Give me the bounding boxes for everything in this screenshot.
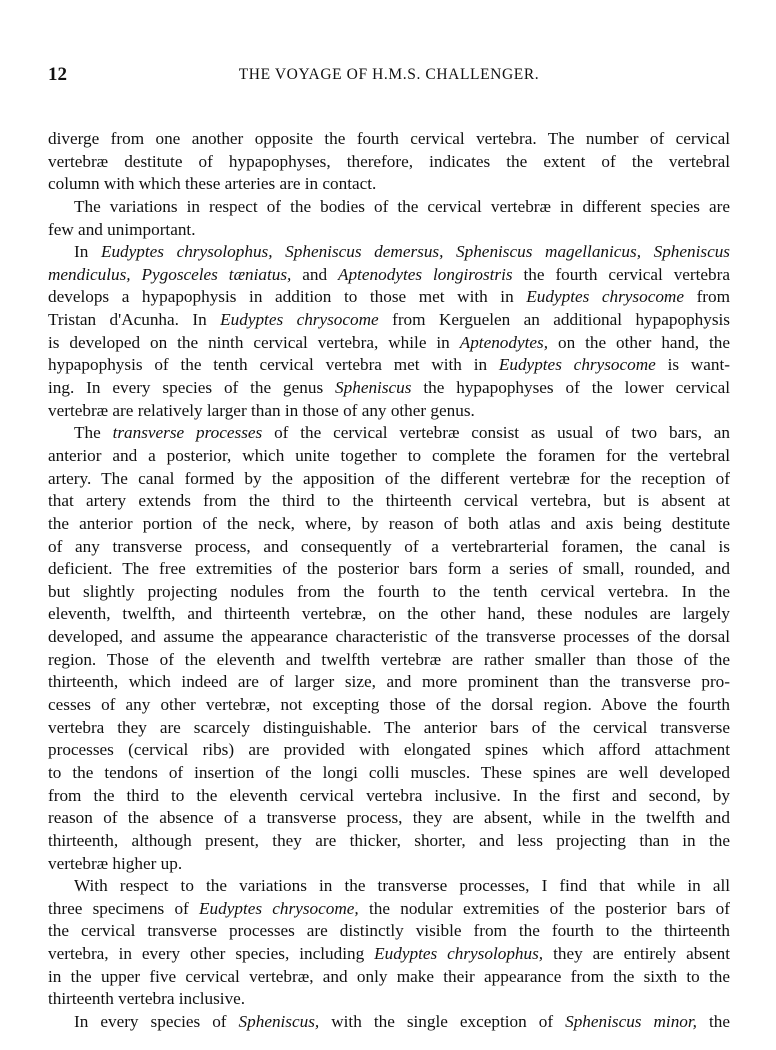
body-text: [48, 128, 730, 1034]
text-span: anterior and a posterior, which unite together to complete the foramen for the vertebral: [48, 445, 730, 465]
text-line: [48, 875, 730, 898]
text-span: in the upper five cervical vertebræ, and only make their appearance from the sixth to the: [48, 966, 730, 986]
text-span: Tristan d'Acunha. In: [48, 310, 221, 330]
text-span: hypapophysis of the tenth cervical vertebra met with in: [48, 355, 499, 375]
text-line: [48, 717, 730, 740]
text-span: deficient. The free extremities of the posterior bars form a series of small, rounded, and: [48, 559, 730, 579]
text-span: vertebræ destitute of hypapophyses, therefore, indicates the extent of the vertebral: [48, 151, 730, 171]
text-span: from Kerguelen an additional hypapophysis: [378, 310, 730, 330]
text-span: vertebra they are scarcely distinguishable. The anterior bars of the cervical transverse: [48, 717, 730, 737]
text-line: [48, 830, 730, 853]
text-line: [48, 309, 730, 332]
text-line: [48, 671, 730, 694]
text-line: [48, 151, 730, 174]
text-line: [48, 988, 730, 1011]
text-span: from: [683, 287, 730, 307]
text-line: [48, 626, 730, 649]
text-span: region. Those of the eleventh and twelfth vertebræ are rather smaller than those of the: [48, 649, 730, 669]
italic-text: Aptenodytes longirostris: [338, 264, 513, 284]
text-line: [48, 377, 730, 400]
text-span: processes (cervical ribs) are provided with elongated spines which afford attachment: [48, 740, 730, 760]
text-line: [48, 173, 730, 196]
text-span: develops a hypapophysis in addition to those met with in: [48, 287, 527, 307]
text-span: three specimens of: [48, 898, 200, 918]
running-title: THE VOYAGE OF H.M.S. CHALLENGER.: [238, 66, 540, 83]
italic-text: Eudyptes chrysocome,: [199, 898, 359, 918]
text-span: from the third to the eleventh cervical vertebra inclusive. In the first and second, by: [48, 785, 730, 805]
text-line: [48, 422, 730, 445]
text-span: of any transverse process, and consequently of a vertebrarterial foramen, the canal is: [48, 536, 730, 556]
text-span: the cervical transverse processes are distinctly visible from the fourth to the thirteenth: [48, 921, 730, 941]
text-line: [48, 286, 730, 309]
text-span: ing. In every species of the genus: [48, 378, 336, 398]
italic-text: Eudyptes chrysocome: [220, 310, 379, 330]
text-span: with the single exception of: [319, 1011, 566, 1031]
text-span: diverge from one another opposite the fourth cervical vertebra. The number of cervical: [48, 129, 730, 148]
text-line: [48, 128, 730, 151]
text-span: they are entirely absent: [543, 944, 730, 964]
text-line: [48, 400, 730, 423]
text-span: that artery extends from the third to the thirteenth cervical vertebra, but is absent at: [48, 491, 730, 511]
text-span: The: [74, 423, 113, 443]
italic-text: Eudyptes chrysocome: [526, 287, 684, 307]
text-line: [48, 694, 730, 717]
text-span: vertebræ are relatively larger than in those of any other genus.: [48, 400, 475, 420]
text-span: is developed on the ninth cervical vertebra, while in: [48, 332, 460, 352]
text-line: [48, 332, 730, 355]
text-span: vertebra, in every other species, including: [48, 944, 375, 964]
text-line: [48, 219, 730, 242]
text-line: [48, 853, 730, 876]
text-line: [48, 785, 730, 808]
text-line: [48, 898, 730, 921]
text-span: In: [74, 242, 101, 262]
text-span: column with which these arteries are in contact.: [48, 174, 377, 194]
running-header: [48, 64, 730, 88]
text-span: vertebræ higher up.: [48, 853, 183, 873]
italic-text: Spheniscus minor,: [565, 1011, 697, 1031]
text-span: thirteenth vertebra inclusive.: [48, 989, 246, 1009]
text-span: In every species of: [74, 1011, 239, 1031]
text-line: [48, 807, 730, 830]
text-span: of the cervical vertebræ consist as usual of two bars, an: [262, 423, 730, 443]
text-span: reason of the absence of a transverse process, they are absent, while in the twelfth and: [48, 808, 730, 828]
text-line: [48, 445, 730, 468]
text-line: [48, 581, 730, 604]
text-line: [48, 490, 730, 513]
text-span: cesses of any other vertebræ, not excepting those of the dorsal region. Above the fourth: [48, 695, 730, 715]
text-span: the anterior portion of the neck, where, by reason of both atlas and axis being destitute: [48, 513, 730, 533]
text-line: [48, 1011, 730, 1034]
text-span: the hypapophyses of the lower cervical: [411, 378, 731, 398]
text-line: [48, 649, 730, 672]
text-line: [48, 536, 730, 559]
text-line: [48, 264, 730, 287]
text-span: and: [291, 264, 339, 284]
text-line: [48, 943, 730, 966]
italic-text: Eudyptes chrysocome: [498, 355, 656, 375]
italic-text: transverse processes: [112, 423, 263, 443]
text-span: the: [696, 1011, 730, 1031]
italic-text: Eudyptes chrysolophus,: [374, 944, 544, 964]
italic-text: Spheniscus: [335, 378, 412, 398]
text-span: With respect to the variations in the transverse processes, I find that while in all: [74, 876, 730, 896]
text-span: developed, and assume the appearance characteristic of the transverse processes of the dorsal: [48, 627, 730, 647]
text-line: [48, 966, 730, 989]
text-line: [48, 196, 730, 219]
text-span: is want-: [655, 355, 730, 375]
italic-text: Aptenodytes,: [459, 332, 549, 352]
text-line: [48, 739, 730, 762]
text-line: [48, 513, 730, 536]
italic-text: mendiculus, Pygosceles tæniatus,: [48, 264, 292, 284]
text-span: artery. The canal formed by the apposition of the different vertebræ for the reception of: [48, 468, 730, 488]
text-line: [48, 241, 730, 264]
text-line: [48, 354, 730, 377]
text-span: few and unimportant.: [48, 219, 196, 239]
italic-text: Eudyptes chrysolophus, Spheniscus demersus, Spheniscus magellanicus, Spheniscus: [100, 242, 730, 262]
text-line: [48, 603, 730, 626]
text-span: thirteenth, which indeed are of larger size, and more prominent than the transverse pro-: [48, 672, 730, 692]
text-span: but slightly projecting nodules from the fourth to the tenth cervical vertebra. In the: [48, 581, 730, 601]
text-line: [48, 468, 730, 491]
text-line: [48, 920, 730, 943]
italic-text: Spheniscus,: [238, 1011, 320, 1031]
text-span: The variations in respect of the bodies of the cervical vertebræ in different species are: [74, 196, 730, 216]
text-span: to the tendons of insertion of the longi colli muscles. These spines are well developed: [48, 762, 730, 782]
text-line: [48, 762, 730, 785]
page-number: 12: [48, 64, 67, 85]
text-span: the fourth cervical vertebra: [512, 264, 730, 284]
text-span: the nodular extremities of the posterior bars of: [358, 898, 731, 918]
text-line: [48, 558, 730, 581]
text-span: on the other hand, the: [548, 332, 730, 352]
text-span: eleventh, twelfth, and thirteenth vertebræ, on the other hand, these nodules are largely: [48, 604, 730, 624]
text-span: thirteenth, although present, they are thicker, shorter, and less projecting than in the: [48, 830, 730, 850]
